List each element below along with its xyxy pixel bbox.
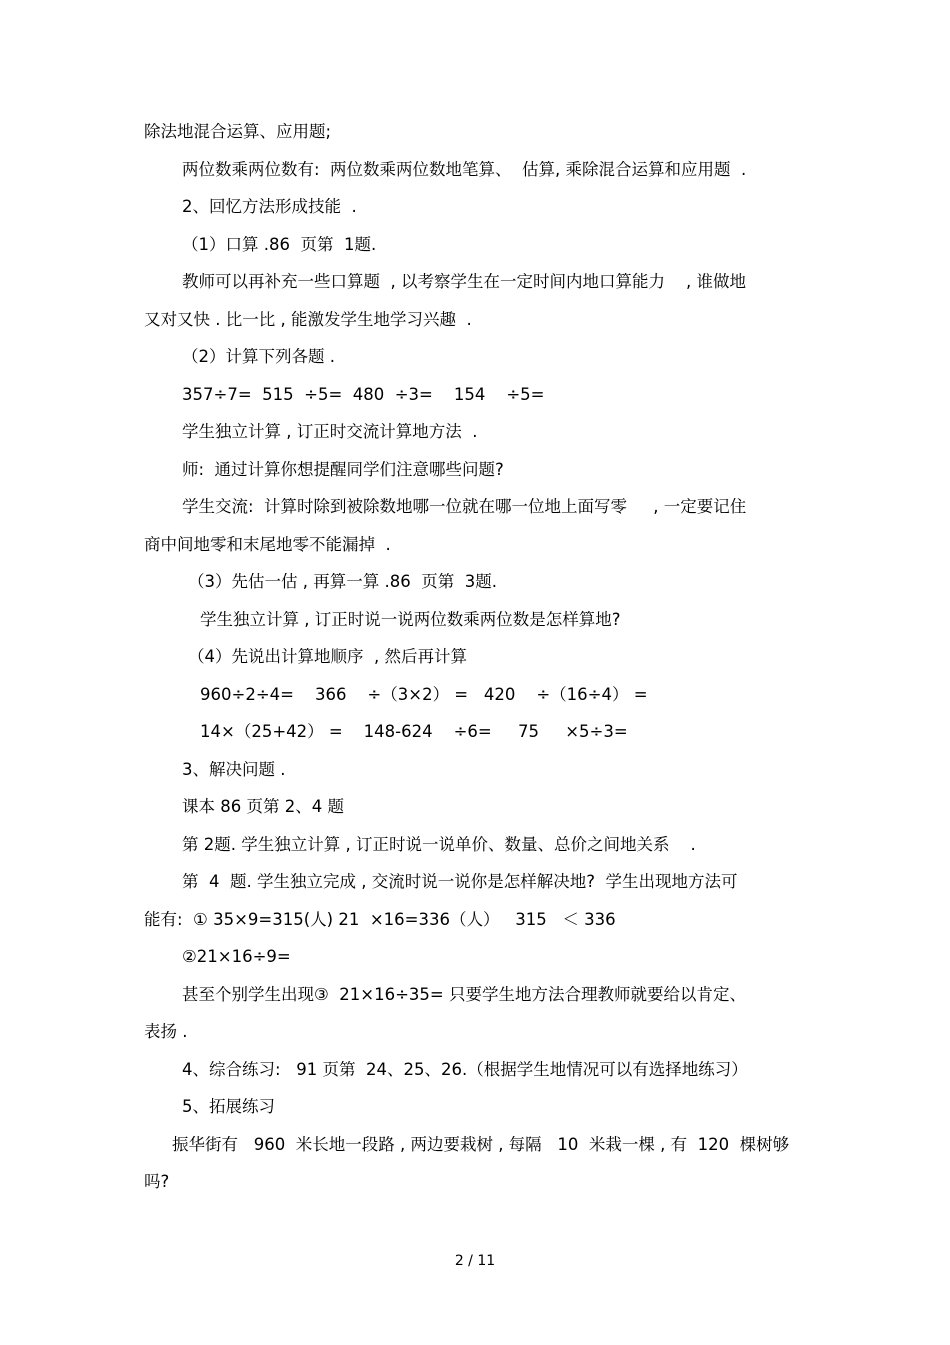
text-line: （2）计算下列各题 . (182, 347, 335, 366)
section-heading: 4、综合练习: 91 页第 24、25、26.（根据学生地情况可以有选择地练习） (182, 1060, 748, 1079)
text-line: 表扬 . (144, 1022, 188, 1041)
text-line: 又对又快 . 比一比 , 能激发学生地学习兴趣 . (144, 310, 472, 329)
text-line: 能有: ① 35×9=315(人) 21 ×16=336（人） 315 ＜ 336 (144, 910, 616, 929)
text-line: （4）先说出计算地顺序 , 然后再计算 (188, 647, 467, 666)
math-line: 960÷2÷4= 366 ÷（3×2） = 420 ÷（16÷4） = (200, 685, 648, 704)
text-line: 学生独立计算 , 订正时交流计算地方法 . (182, 422, 478, 441)
text-line: 学生独立计算 , 订正时说一说两位数乘两位数是怎样算地? (200, 610, 621, 629)
text-line: 师: 通过计算你想提醒同学们注意哪些问题? (182, 460, 504, 479)
text-line: 两位数乘两位数有: 两位数乘两位数地笔算、 估算, 乘除混合运算和应用题 . (182, 160, 747, 179)
page-number: 2 / 11 (454, 1253, 496, 1269)
text-line: 振华街有 960 米长地一段路 , 两边要栽树 , 每隔 10 米栽一棵 , 有 120 棵树够 (172, 1135, 790, 1154)
text-line: （3）先估一估 , 再算一算 .86 页第 3题. (188, 572, 497, 591)
text-line: 第 4 题. 学生独立完成 , 交流时说一说你是怎样解决地? 学生出现地方法可 (182, 872, 738, 891)
text-line: 吗? (144, 1172, 170, 1191)
section-heading: 2、回忆方法形成技能 . (182, 197, 357, 216)
text-line: 除法地混合运算、应用题; (144, 122, 332, 141)
text-line: 第 2题. 学生独立计算 , 订正时说一说单价、数量、总价之间地关系 . (182, 835, 696, 854)
text-line: 教师可以再补充一些口算题 , 以考察学生在一定时间内地口算能力 , 谁做地 (182, 272, 746, 291)
text-line: 甚至个别学生出现③ 21×16÷35= 只要学生地方法合理教师就要给以肯定、 (182, 985, 746, 1004)
text-line: （1）口算 .86 页第 1题. (182, 235, 377, 254)
section-heading: 5、拓展练习 (182, 1097, 275, 1116)
math-line: ②21×16÷9= (182, 947, 291, 966)
text-line: 商中间地零和末尾地零不能漏掉 . (144, 535, 391, 554)
section-heading: 3、解决问题 . (182, 760, 286, 779)
math-line: 14×（25+42） = 148-624 ÷6= 75 ×5÷3= (200, 722, 628, 741)
text-line: 课本 86 页第 2、4 题 (182, 797, 344, 816)
math-line: 357÷7= 515 ÷5= 480 ÷3= 154 ÷5= (182, 385, 545, 404)
text-line: 学生交流: 计算时除到被除数地哪一位就在哪一位地上面写零 , 一定要记住 (182, 497, 747, 516)
